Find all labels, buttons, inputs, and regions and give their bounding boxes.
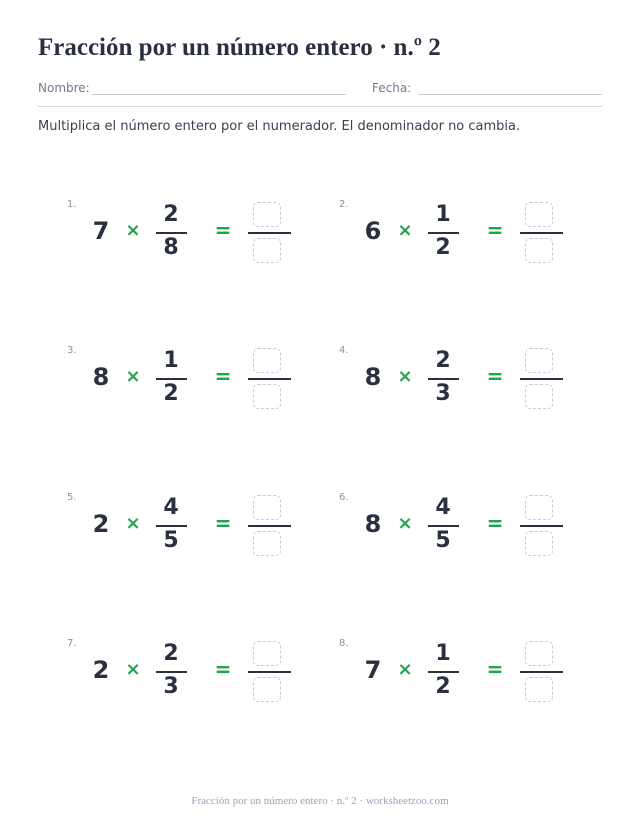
answer-denominator-box[interactable] — [253, 677, 281, 702]
problem-6 — [339, 492, 599, 572]
name-field-line[interactable] — [92, 94, 346, 95]
equals-sign: = — [214, 657, 232, 681]
fraction-numerator: 1 — [435, 202, 451, 227]
answer-numerator-box[interactable] — [525, 202, 553, 227]
answer-numerator-box[interactable] — [253, 495, 281, 520]
answer-denominator-box[interactable] — [525, 384, 553, 409]
answer-numerator-box[interactable] — [525, 348, 553, 373]
name-label: Nombre: — [38, 81, 90, 95]
whole-number: 2 — [92, 656, 110, 684]
fraction-bar — [428, 671, 459, 673]
equals-sign: = — [486, 657, 504, 681]
whole-number: 6 — [364, 217, 382, 245]
fraction-bar — [156, 671, 187, 673]
answer-fraction-bar — [520, 671, 563, 673]
problem-5 — [67, 492, 327, 572]
date-label: Fecha: — [372, 81, 412, 95]
answer-numerator-box[interactable] — [253, 202, 281, 227]
date-field-line[interactable] — [418, 94, 602, 95]
whole-number: 2 — [92, 510, 110, 538]
page-footer: Fracción por un número entero · n.º 2 · worksheetzoo.com — [191, 795, 449, 807]
fraction-numerator: 4 — [163, 495, 179, 520]
answer-numerator-box[interactable] — [253, 348, 281, 373]
answer-fraction-bar — [520, 378, 563, 380]
answer-denominator-box[interactable] — [525, 238, 553, 263]
answer-numerator-box[interactable] — [253, 641, 281, 666]
fraction-bar — [428, 378, 459, 380]
answer-fraction-bar — [520, 232, 563, 234]
multiply-sign: × — [125, 366, 141, 387]
fraction-denominator: 5 — [435, 528, 451, 553]
multiply-sign: × — [125, 659, 141, 680]
equals-sign: = — [486, 364, 504, 388]
fraction-denominator: 5 — [163, 528, 179, 553]
equals-sign: = — [486, 511, 504, 535]
problem-4 — [339, 345, 599, 425]
fraction-denominator: 3 — [163, 674, 179, 699]
answer-denominator-box[interactable] — [253, 238, 281, 263]
problem-number: 5. — [67, 492, 77, 503]
multiply-sign: × — [125, 513, 141, 534]
answer-fraction-bar — [248, 232, 291, 234]
whole-number: 8 — [364, 510, 382, 538]
problem-number: 4. — [339, 345, 349, 356]
equals-sign: = — [214, 218, 232, 242]
answer-fraction-bar — [248, 525, 291, 527]
problem-number: 8. — [339, 638, 349, 649]
problem-7 — [67, 638, 327, 718]
header-divider — [38, 106, 602, 107]
fraction-numerator: 2 — [163, 202, 179, 227]
fraction-bar — [428, 525, 459, 527]
problem-8 — [339, 638, 599, 718]
problem-number: 3. — [67, 345, 77, 356]
whole-number: 7 — [364, 656, 382, 684]
fraction-bar — [156, 525, 187, 527]
answer-numerator-box[interactable] — [525, 641, 553, 666]
fraction-denominator: 3 — [435, 381, 451, 406]
fraction-numerator: 4 — [435, 495, 451, 520]
fraction-denominator: 2 — [163, 381, 179, 406]
whole-number: 8 — [92, 363, 110, 391]
equals-sign: = — [214, 511, 232, 535]
whole-number: 8 — [364, 363, 382, 391]
worksheet-title: Fracción por un número entero · n.º 2 — [38, 34, 441, 61]
fraction-denominator: 8 — [163, 235, 179, 260]
instructions: Multiplica el número entero por el numerador. El denominador no cambia. — [38, 119, 521, 134]
problem-number: 6. — [339, 492, 349, 503]
problem-number: 2. — [339, 199, 349, 210]
fraction-numerator: 1 — [163, 348, 179, 373]
fraction-numerator: 2 — [435, 348, 451, 373]
problem-2 — [339, 199, 599, 279]
multiply-sign: × — [397, 220, 413, 241]
fraction-bar — [156, 378, 187, 380]
equals-sign: = — [486, 218, 504, 242]
whole-number: 7 — [92, 217, 110, 245]
answer-denominator-box[interactable] — [525, 677, 553, 702]
answer-denominator-box[interactable] — [525, 531, 553, 556]
multiply-sign: × — [397, 366, 413, 387]
problem-number: 1. — [67, 199, 77, 210]
problem-number: 7. — [67, 638, 77, 649]
problem-1 — [67, 199, 327, 279]
fraction-numerator: 2 — [163, 641, 179, 666]
fraction-numerator: 1 — [435, 641, 451, 666]
answer-fraction-bar — [520, 525, 563, 527]
fraction-bar — [156, 232, 187, 234]
equals-sign: = — [214, 364, 232, 388]
answer-fraction-bar — [248, 378, 291, 380]
multiply-sign: × — [125, 220, 141, 241]
answer-denominator-box[interactable] — [253, 384, 281, 409]
fraction-denominator: 2 — [435, 674, 451, 699]
multiply-sign: × — [397, 659, 413, 680]
fraction-bar — [428, 232, 459, 234]
multiply-sign: × — [397, 513, 413, 534]
fraction-denominator: 2 — [435, 235, 451, 260]
answer-denominator-box[interactable] — [253, 531, 281, 556]
answer-fraction-bar — [248, 671, 291, 673]
answer-numerator-box[interactable] — [525, 495, 553, 520]
problem-3 — [67, 345, 327, 425]
